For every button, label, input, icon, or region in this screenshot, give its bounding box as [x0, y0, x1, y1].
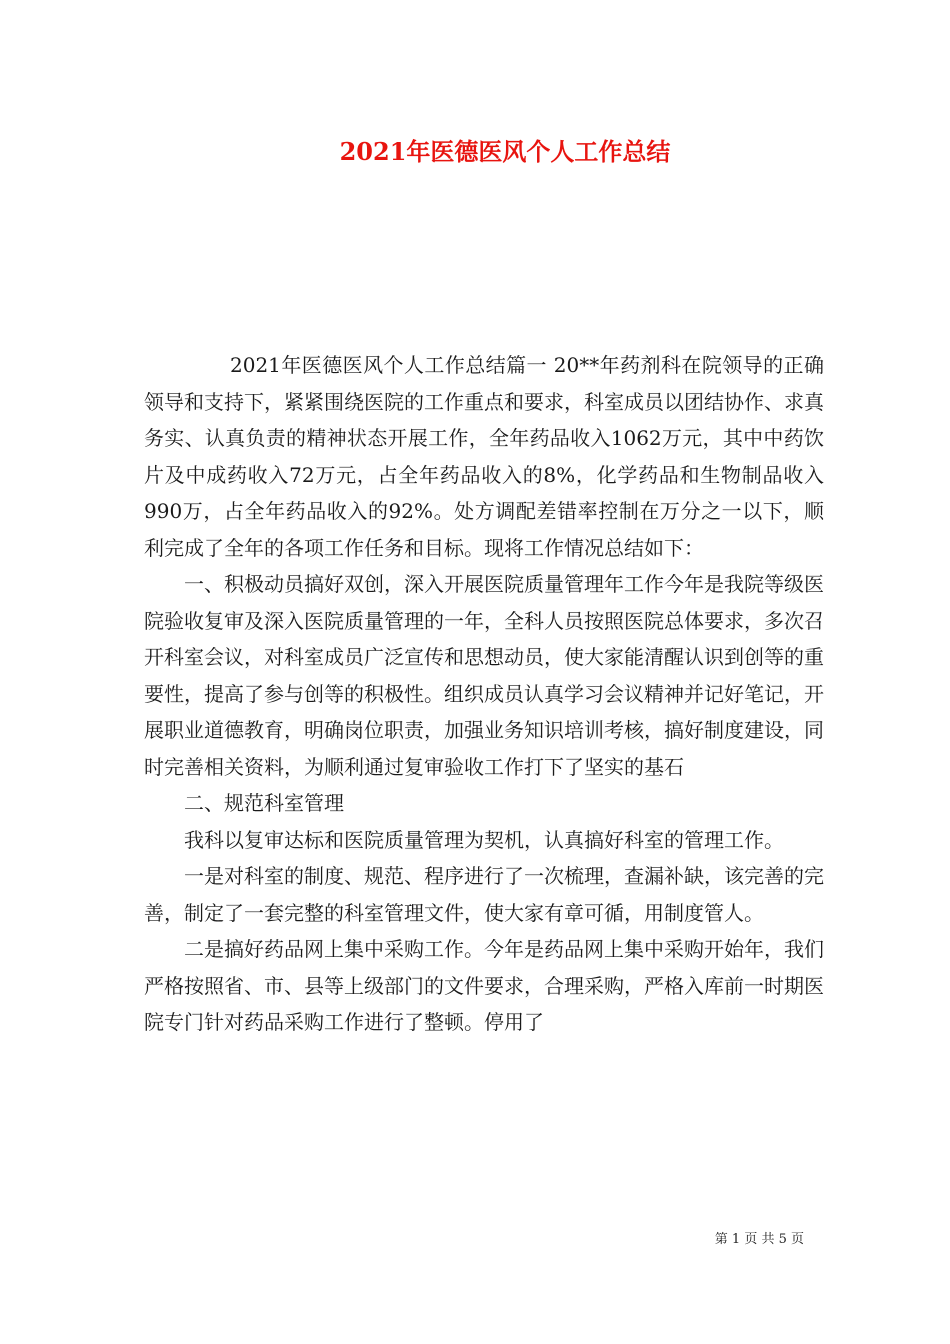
paragraph-point-one: 一是对科室的制度、规范、程序进行了一次梳理，查漏补缺，该完善的完善，制定了一套完整的科室管理文件，使大家有章可循，用制度管人。 [144, 864, 824, 925]
paragraph-section-one: 一、积极动员搞好双创，深入开展医院质量管理年工作今年是我院等级医院验收复审及深入医院质量管理的一年，全科人员按照医院总体要求，多次召开科室会议，对科室成员广泛宣传和思想动员，使大家能清醒认识到创等的重要性，提高了参与创等的积极性。组织成员认真学习会议精神并记好笔记，开展职业道德教育，明确岗位职责，加强业务知识培训考核，搞好制度建设，同时完善相关资料，为顺利通过复审验收工作打下了坚实的基石 [144, 572, 824, 779]
paragraph-point-two: 二是搞好药品网上集中采购工作。今年是药品网上集中采购开始年，我们严格按照省、市、县等上级部门的文件要求，合理采购，严格入库前一时期医院专门针对药品采购工作进行了整顿。停用了 [144, 937, 824, 1034]
document-title: 2021年医德医风个人工作总结 [339, 137, 671, 166]
document-body [144, 347, 824, 1041]
section-heading-two: 二、规范科室管理 [184, 791, 344, 815]
paragraph-management: 我科以复审达标和医院质量管理为契机，认真搞好科室的管理工作。 [184, 827, 784, 852]
paragraph-intro: 2021年医德医风个人工作总结篇一 20**年药剂科在院领导的正确领导和支持下，紧紧围绕医院的工作重点和要求，科室成员以团结协作、求真务实、认真负责的精神状态开展工作，全年药品收入1062万元，其中中药饮片及中成药收入72万元，占全年药品收入的8%，化学药品和生物制品收入990万，占全年药品收入的92%。处方调配差错率控制在万分之一以下，顺利完成了全年的各项工作任务和目标。现将工作情况总结如下： [144, 353, 824, 560]
page-number-footer: 第 1 页 共 5 页 [714, 1232, 804, 1247]
